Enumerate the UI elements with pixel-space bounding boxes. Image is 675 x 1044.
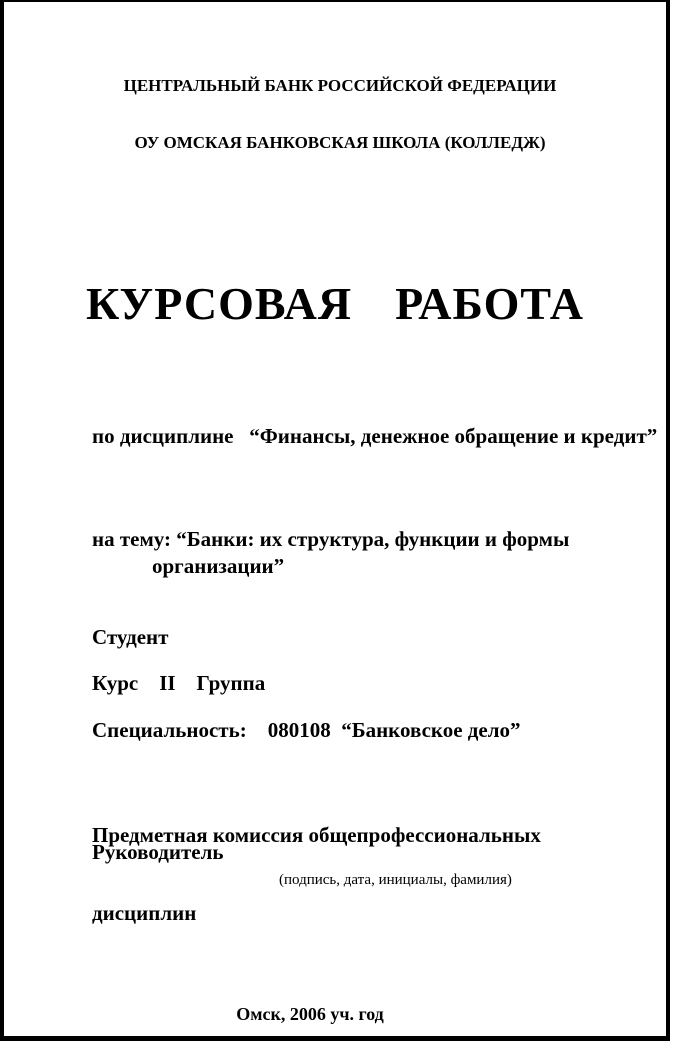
student-label: Студент xyxy=(92,625,169,649)
commission-line-2: дисциплин xyxy=(92,901,197,925)
course-group-label: Курс II Группа xyxy=(92,671,266,695)
supervisor-label: Руководитель xyxy=(92,840,224,864)
discipline-line: по дисциплине “Финансы, денежное обращение и кредит” xyxy=(92,424,658,448)
topic-line-2: организации” xyxy=(152,554,285,578)
commission-line-1: Предметная комиссия общепрофессиональных xyxy=(92,823,541,847)
signature-hint: (подпись, дата, инициалы, фамилия) xyxy=(279,872,512,888)
topic-line-1: на тему: “Банки: их структура, функции и формы xyxy=(92,527,570,551)
specialty-line: Специальность: 080108 “Банковское дело” xyxy=(92,718,521,742)
institution-line-1: ЦЕНТРАЛЬНЫЙ БАНК РОССИЙСКОЙ ФЕДЕРАЦИИ xyxy=(123,76,557,95)
institution-line-2: ОУ ОМСКАЯ БАНКОВСКАЯ ШКОЛА (КОЛЛЕДЖ) xyxy=(134,133,546,152)
document-title: КУРСОВАЯ РАБОТА xyxy=(86,278,584,329)
footer-city-year: Омск, 2006 уч. год xyxy=(236,1004,384,1024)
institution-header xyxy=(14,38,666,190)
